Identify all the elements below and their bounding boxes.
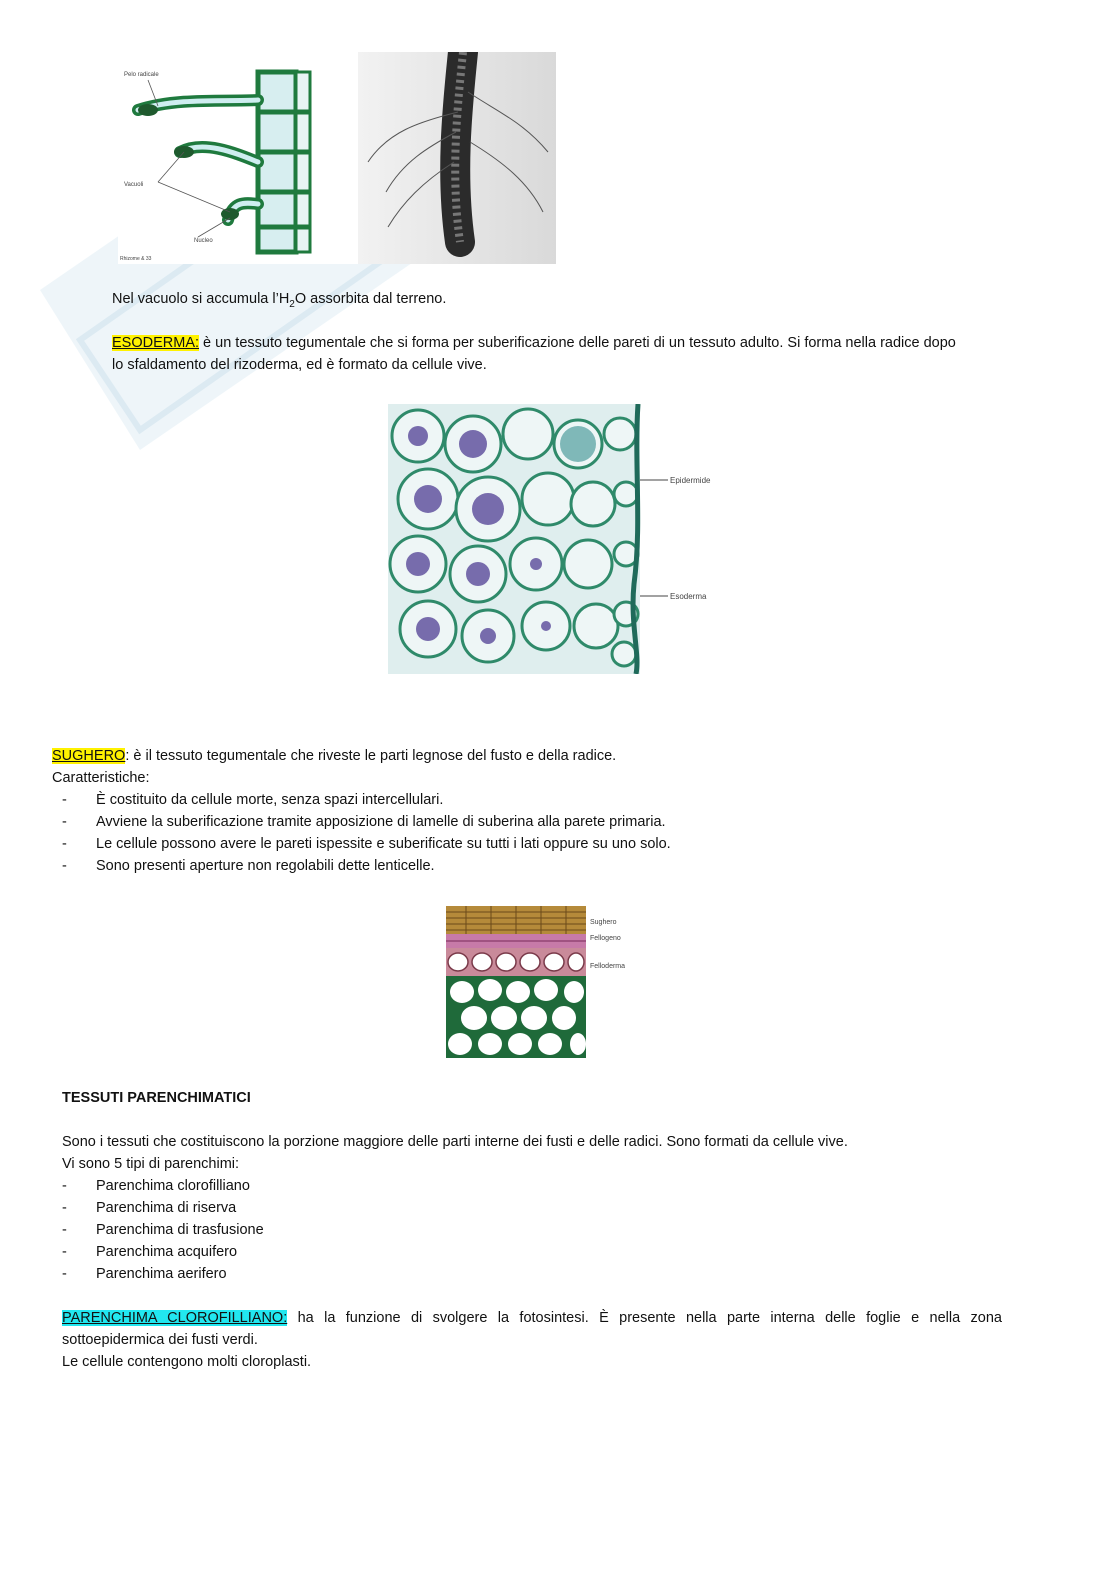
- label-pelo-radicale: Pelo radicale: [124, 72, 159, 78]
- bullet-dash: -: [62, 1178, 67, 1194]
- bullet-dash: -: [62, 858, 67, 874]
- root-hair-drawing: [118, 52, 556, 264]
- label-source: Rhizome & 33: [120, 256, 152, 262]
- section-heading-parenchimatici: TESSUTI PARENCHIMATICI: [62, 1090, 251, 1106]
- sughero-text: : è il tessuto tegumentale che riveste le parti legnose del fusto e della radice.: [125, 748, 617, 764]
- figure-esoderma-micrograph: [388, 404, 734, 674]
- list-item-text: Avviene la suberificazione tramite apposizione di lamelle di suberina alla parete primaria.: [96, 814, 666, 830]
- list-item-text: Parenchima aerifero: [96, 1266, 227, 1282]
- bullet-dash: -: [62, 1222, 67, 1238]
- bullet-dash: -: [62, 814, 67, 830]
- term-parenchima-clorofilliano: PARENCHIMA CLOROFILLIANO:: [62, 1310, 288, 1326]
- label-fellogeno: Fellogeno: [590, 935, 621, 942]
- list-item-text: Parenchima acquifero: [96, 1244, 238, 1260]
- list-item-text: Parenchima clorofilliano: [96, 1178, 250, 1194]
- list-item-text: Parenchima di trasfusione: [96, 1222, 264, 1238]
- bullet-dash: -: [62, 1244, 67, 1260]
- bullet-dash: -: [62, 1266, 67, 1282]
- label-vacuoli: Vacuoli: [124, 182, 144, 188]
- figure-root-hairs: [118, 52, 556, 264]
- paragraph-esoderma-line1: [112, 333, 1004, 353]
- label-epidermide: Epidermide: [670, 476, 711, 485]
- clorofilliano-line1-text: ha la funzione di svolgere la fotosintesi. È presente nella parte interna delle foglie e nella zona: [287, 1310, 1002, 1326]
- paragraph-sughero: [52, 746, 616, 766]
- list-item-text: Le cellule possono avere le pareti ispessite e suberificate su tutti i lati oppure su uno solo.: [96, 836, 671, 852]
- paragraph-esoderma-line2: lo sfaldamento del rizoderma, ed è formato da cellule vive.: [112, 357, 487, 373]
- label-nucleo: Nucleo: [194, 238, 213, 244]
- bullet-dash: -: [62, 1200, 67, 1216]
- term-sughero: SUGHERO: [52, 748, 126, 764]
- vacuolo-subscript: 2: [289, 298, 295, 310]
- paragraph-vacuolo: [112, 289, 446, 315]
- vacuolo-text-pre: Nel vacuolo si accumula l’H: [112, 291, 290, 307]
- label-caratteristiche: Caratteristiche:: [52, 770, 150, 786]
- label-esoderma: Esoderma: [670, 592, 707, 601]
- bullet-dash: -: [62, 836, 67, 852]
- paragraph-clorofilliano-line2: sottoepidermica dei fusti verdi.: [62, 1332, 258, 1348]
- figure-sughero-layers: [446, 904, 636, 1058]
- paragraph-clorofilliano-line1: [62, 1308, 1002, 1328]
- paragraph-parenchimatici-tipi: Vi sono 5 tipi di parenchimi:: [62, 1156, 240, 1172]
- label-felloderma: Felloderma: [590, 963, 626, 970]
- label-sughero: Sughero: [590, 919, 617, 926]
- esoderma-line1-text: è un tessuto tegumentale che si forma per suberificazione delle pareti di un tessuto adulto. Si forma nella radice dopo: [199, 335, 956, 351]
- bullet-dash: -: [62, 792, 67, 808]
- paragraph-parenchimatici-intro: Sono i tessuti che costituiscono la porzione maggiore delle parti interne dei fusti e delle radici. Sono formati da cellule vive.: [62, 1134, 848, 1150]
- term-esoderma: ESODERMA:: [112, 335, 200, 351]
- paragraph-clorofilliano-line3: Le cellule contengono molti cloroplasti.: [62, 1354, 312, 1370]
- list-item-text: Sono presenti aperture non regolabili dette lenticelle.: [96, 858, 435, 874]
- list-item-text: È costituito da cellule morte, senza spazi intercellulari.: [96, 792, 444, 808]
- list-item-text: Parenchima di riserva: [96, 1200, 237, 1216]
- vacuolo-text-post: O assorbita dal terreno.: [294, 291, 447, 307]
